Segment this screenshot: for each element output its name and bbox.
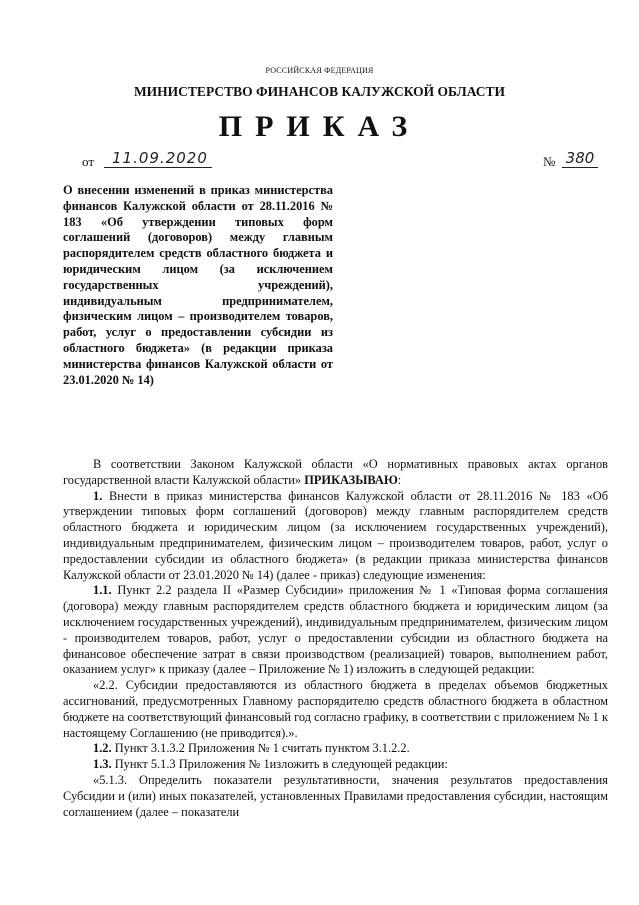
item-1-1-paragraph	[63, 583, 608, 678]
date-label: от	[82, 154, 95, 169]
item-1-3-number: 1.3.	[93, 757, 112, 772]
item-1-3-paragraph	[63, 757, 608, 773]
number-label: №	[543, 154, 556, 169]
number-value: 380	[562, 149, 598, 168]
quote-5-1-3-paragraph: «5.1.3. Определить показатели результативности, значения результатов предоставления Субсидии и (или) иных показателей, установленных Правилами предоставления субсидии, настоящим соглашением (далее – показатели	[63, 772, 608, 819]
ministry-name: МИНИСТЕРСТВО ФИНАНСОВ КАЛУЖСКОЙ ОБЛАСТИ	[133, 84, 506, 99]
order-subject: О внесении изменений в приказ министерства финансов Калужской области от 28.11.2016 № 183 «Об утверждении типовых форм соглашений (договоров) между главным распорядителем средств областного бюджета и юридическим лицом (за исключением государственных учреждений), индивидуальным предпринимателем, физическим лицом – производителем товаров, работ, услуг о предоставлении субсидии из областного бюджета» (в редакции приказа министерства финансов Калужской области от 23.01.2020 № 14)	[63, 183, 333, 387]
item-1-1-text: Пункт 2.2 раздела II «Размер Субсидии» приложения № 1 «Типовая форма соглашения (договора) между главным распорядителем средств областного бюджета и юридическим лицом (за исключением государственных учреждений), индивидуальным предпринимателем, физическим лицом - производителем товаров, работ, услуг о предоставлении субсидии из областного бюджета на финансовое обеспечение затрат в связи производством (реализацией) товаров, выполнением работ, оказанием услуг» к приказу (далее – Приложение № 1) изложить в следующей редакции:	[63, 583, 608, 677]
item-1-text: Внести в приказ министерства финансов Калужской области от 28.11.2016 № 183 «Об утверждении типовых форм соглашений (договоров) между главным распорядителем средств областного бюджета и юридическим лицом (за исключением государственных учреждений), индивидуальным предпринимателем, физическим лицом – производителем товаров, работ, услуг о предоставлении субсидии из областного бюджета» (в редакции приказа министерства финансов Калужской области от 23.01.2020 № 14) (далее - приказ) следующие изменения:	[63, 488, 608, 582]
item-1-1-number: 1.1.	[93, 583, 112, 598]
item-1-number: 1.	[93, 488, 103, 503]
item-1-2-text: Пункт 3.1.3.2 Приложения № 1 считать пунктом 3.1.2.2.	[114, 741, 410, 756]
preamble-end: :	[397, 472, 402, 487]
document-type-title: ПРИКАЗ	[218, 110, 421, 143]
item-1-2-number: 1.2.	[93, 741, 112, 756]
item-1-2-paragraph	[63, 741, 608, 757]
preamble-paragraph	[63, 457, 608, 489]
preamble-text: В соответствии Законом Калужской области «О нормативных правовых актах органов государственной власти Калужской области»	[63, 457, 608, 487]
quote-2-2-paragraph: «2.2. Субсидии предоставляются из областного бюджета в пределах объемов бюджетных ассигнований, предусмотренных Главному распорядителю средств областного бюджета в областном бюджете на соответствующий финансовый год согласно графику, в соответствии с приложением № 1 к настоящему Соглашению (не приводится).».	[63, 678, 608, 740]
country-header: РОССИЙСКАЯ ФЕДЕРАЦИЯ	[265, 66, 374, 75]
order-body	[63, 457, 608, 820]
preamble-order-word: ПРИКАЗЫВАЮ	[304, 472, 398, 487]
item-1-paragraph	[63, 489, 608, 584]
item-1-3-text: Пункт 5.1.3 Приложения № 1изложить в следующей редакции:	[114, 757, 448, 772]
date-value: 11.09.2020	[104, 149, 212, 168]
